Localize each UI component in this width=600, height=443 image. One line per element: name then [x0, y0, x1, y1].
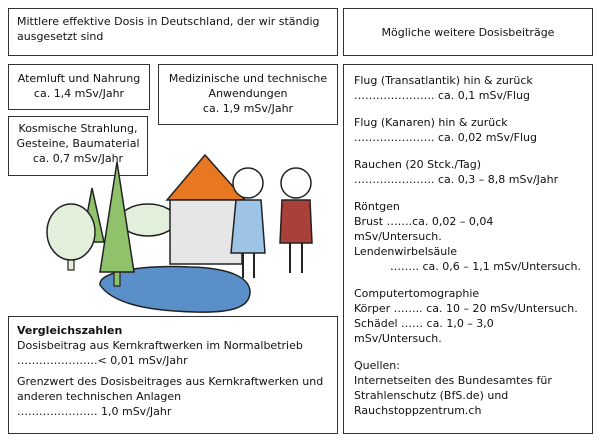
- smoking-label: Rauchen (20 Stck./Tag): [354, 158, 481, 171]
- compare-line2: Grenzwert des Dosisbeitrages aus Kernkraftwerken und anderen technischen Anlagen: [17, 375, 324, 403]
- person-right-head: [281, 168, 311, 198]
- lake-shape: [100, 267, 250, 313]
- sources-line3: Rauchstoppzentrum.ch: [354, 404, 482, 417]
- compare-line2-value: …………………. 1,0 mSv/Jahr: [17, 405, 172, 418]
- xray-label: Röntgen: [354, 200, 400, 213]
- source-air-box: [8, 64, 150, 110]
- person-right-body: [280, 200, 312, 243]
- header-right-box: [343, 8, 593, 56]
- sources-line2: Strahlenschutz (BfS.de) und: [354, 389, 509, 402]
- xray-spine-label: Lendenwirbelsäule: [354, 245, 458, 258]
- flight-atlantic-value: …………………. ca. 0,1 mSv/Flug: [354, 89, 531, 102]
- extra-dose-box: [343, 64, 593, 434]
- flight-canary-label: Flug (Kanaren) hin & zurück: [354, 116, 508, 129]
- landscape-illustration: [30, 150, 330, 315]
- source-medical-label: Medizinische und technische Anwendungen: [168, 72, 328, 100]
- source-air-label: Atemluft und Nahrung: [17, 72, 141, 85]
- header-left-title: Mittlere effektive Dosis in Deutschland, der wir ständig ausgesetzt sind: [17, 15, 320, 43]
- compare-line1: Dosisbeitrag aus Kernkraftwerken im Normalbetrieb: [17, 339, 303, 352]
- sources-label: Quellen:: [354, 359, 400, 372]
- house-body: [170, 200, 242, 264]
- source-air-value: ca. 1,4 mSv/Jahr: [33, 87, 125, 100]
- flight-canary-value: …………………. ca. 0,02 mSv/Flug: [354, 131, 538, 144]
- ct-label: Computertomographie: [354, 287, 480, 300]
- source-medical-value: ca. 1,9 mSv/Jahr: [202, 102, 294, 115]
- header-right-title: Mögliche weitere Dosisbeiträge: [381, 25, 555, 39]
- smoking-value: …………………. ca. 0,3 – 8,8 mSv/Jahr: [354, 173, 559, 186]
- source-cosmic-label-line2: Gesteine, Baumaterial: [16, 137, 140, 150]
- flight-atlantic-label: Flug (Transatlantik) hin & zurück: [354, 74, 533, 87]
- compare-box: [8, 316, 338, 434]
- compare-title: Vergleichszahlen: [17, 324, 123, 337]
- source-medical-box: [158, 64, 338, 125]
- xray-chest-value: Brust …….ca. 0,02 – 0,04 mSv/Untersuch.: [354, 215, 494, 243]
- ct-body-value: Körper …….. ca. 10 – 20 mSv/Untersuch.: [354, 302, 578, 315]
- person-left-head: [233, 168, 263, 198]
- xray-spine-value: …….. ca. 0,6 – 1,1 mSv/Untersuch.: [390, 260, 582, 273]
- sources-line1: Internetseiten des Bundesamtes für: [354, 374, 552, 387]
- ct-skull-value: Schädel …… ca. 1,0 – 3,0 mSv/Untersuch.: [354, 317, 494, 345]
- person-left-body: [231, 200, 265, 253]
- round-tree-crown: [47, 204, 95, 260]
- source-cosmic-label-line1: Kosmische Strahlung,: [18, 122, 138, 135]
- compare-line1-value: ………………….< 0,01 mSv/Jahr: [17, 354, 188, 367]
- header-left-box: [8, 8, 338, 56]
- source-cosmic-value: ca. 0,7 mSv/Jahr: [32, 152, 124, 165]
